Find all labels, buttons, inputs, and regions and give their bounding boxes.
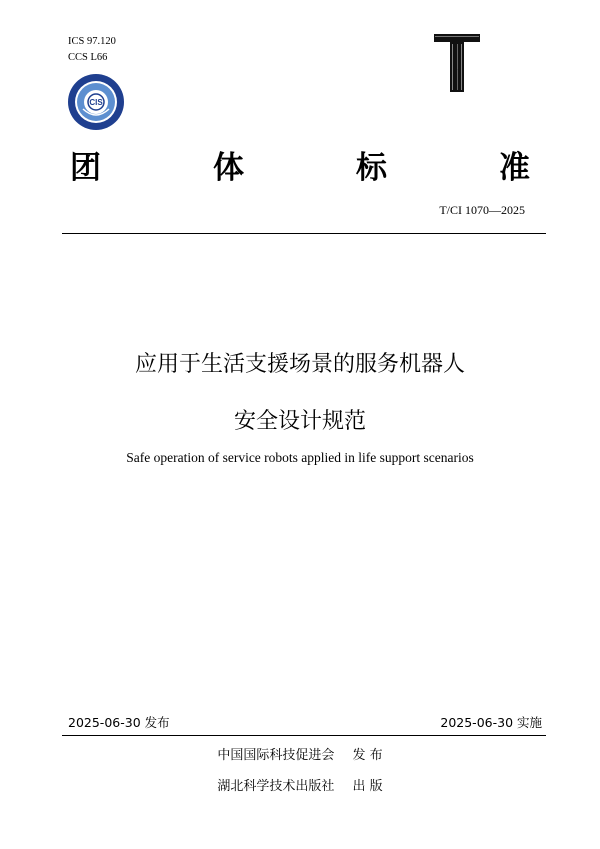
publisher-line	[0, 744, 600, 763]
title-line-2: 安全设计规范	[233, 409, 366, 434]
implement-date: 2025-06-30 实施	[440, 715, 542, 730]
doc-type-char: 标	[356, 150, 387, 186]
bottom-divider	[62, 735, 546, 736]
ccs-code: CCS L66	[68, 52, 108, 63]
ics-code: ICS 97.120	[68, 36, 116, 47]
document-type	[70, 142, 530, 186]
press-role: 出 版	[352, 779, 383, 794]
doc-type-char: 准	[499, 150, 530, 186]
doc-type-char: 体	[213, 150, 244, 186]
doc-type-char: 团	[70, 150, 101, 186]
publisher-role: 发 布	[352, 748, 383, 763]
publish-date: 2025-06-30 发布	[68, 715, 170, 730]
english-title: Safe operation of service robots applied in life support scenarios	[126, 450, 474, 465]
title-line-1: 应用于生活支援场景的服务机器人	[134, 352, 465, 377]
standard-mark-letter	[432, 30, 482, 94]
mark-letter-text: T	[457, 70, 458, 71]
logo-text: CIS	[89, 98, 103, 107]
press-line	[0, 775, 600, 794]
standard-number: T/CI 1070—2025	[439, 203, 525, 217]
press-name: 湖北科学技术出版社	[217, 779, 335, 794]
top-divider	[62, 233, 546, 234]
publisher-name: 中国国际科技促进会	[217, 748, 335, 763]
organization-logo	[67, 73, 125, 131]
